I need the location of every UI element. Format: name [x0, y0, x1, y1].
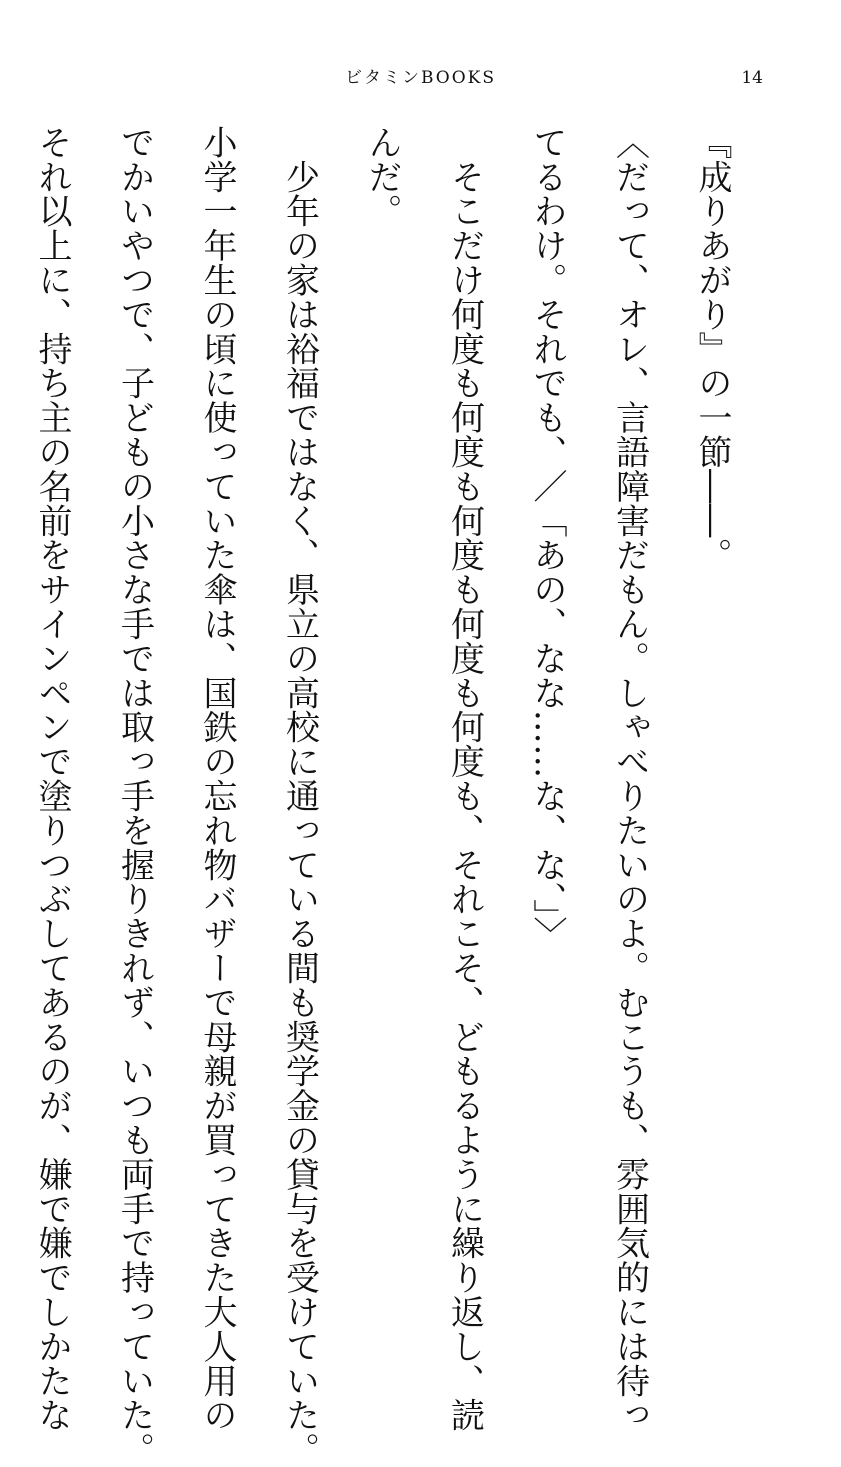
- text-line: そこだけ何度も何度も何度も何度も何度も、それこそ、どもるように繰り返し、読: [444, 125, 485, 1433]
- text-line: 小学一年生の頃に使っていた傘は、国鉄の忘れ物バザーで母親が買ってきた大人用の: [197, 125, 237, 1433]
- body-text: [0, 125, 753, 1467]
- text-line: 〈だって、オレ、言語障害だもん。しゃべりたいのよ。むこうも、雰囲気的には待っ: [609, 125, 650, 1433]
- page-header: [0, 66, 841, 90]
- page-number: 14: [741, 68, 763, 88]
- text-line: それ以上に、持ち主の名前をサインペンで塗りつぶしてあるのが、嫌で嫌でしかたな: [32, 125, 72, 1433]
- text-line: でかいやつで、子どもの小さな手では取っ手を握りきれず、いつも両手で持っていた。: [114, 125, 155, 1467]
- running-title: ビタミンBOOKS: [344, 68, 497, 88]
- text-line: 少年の家は裕福ではなく、県立の高校に通っている間も奨学金の貸与を受けていた。: [279, 125, 320, 1467]
- text-line: てるわけ。それでも、／「あの、なな……な、な、」〉: [527, 125, 567, 951]
- text-line: [0, 125, 11, 1125]
- text-line: んだ。: [362, 125, 402, 229]
- text-line: 『成りあがり』の一節――。: [692, 125, 732, 573]
